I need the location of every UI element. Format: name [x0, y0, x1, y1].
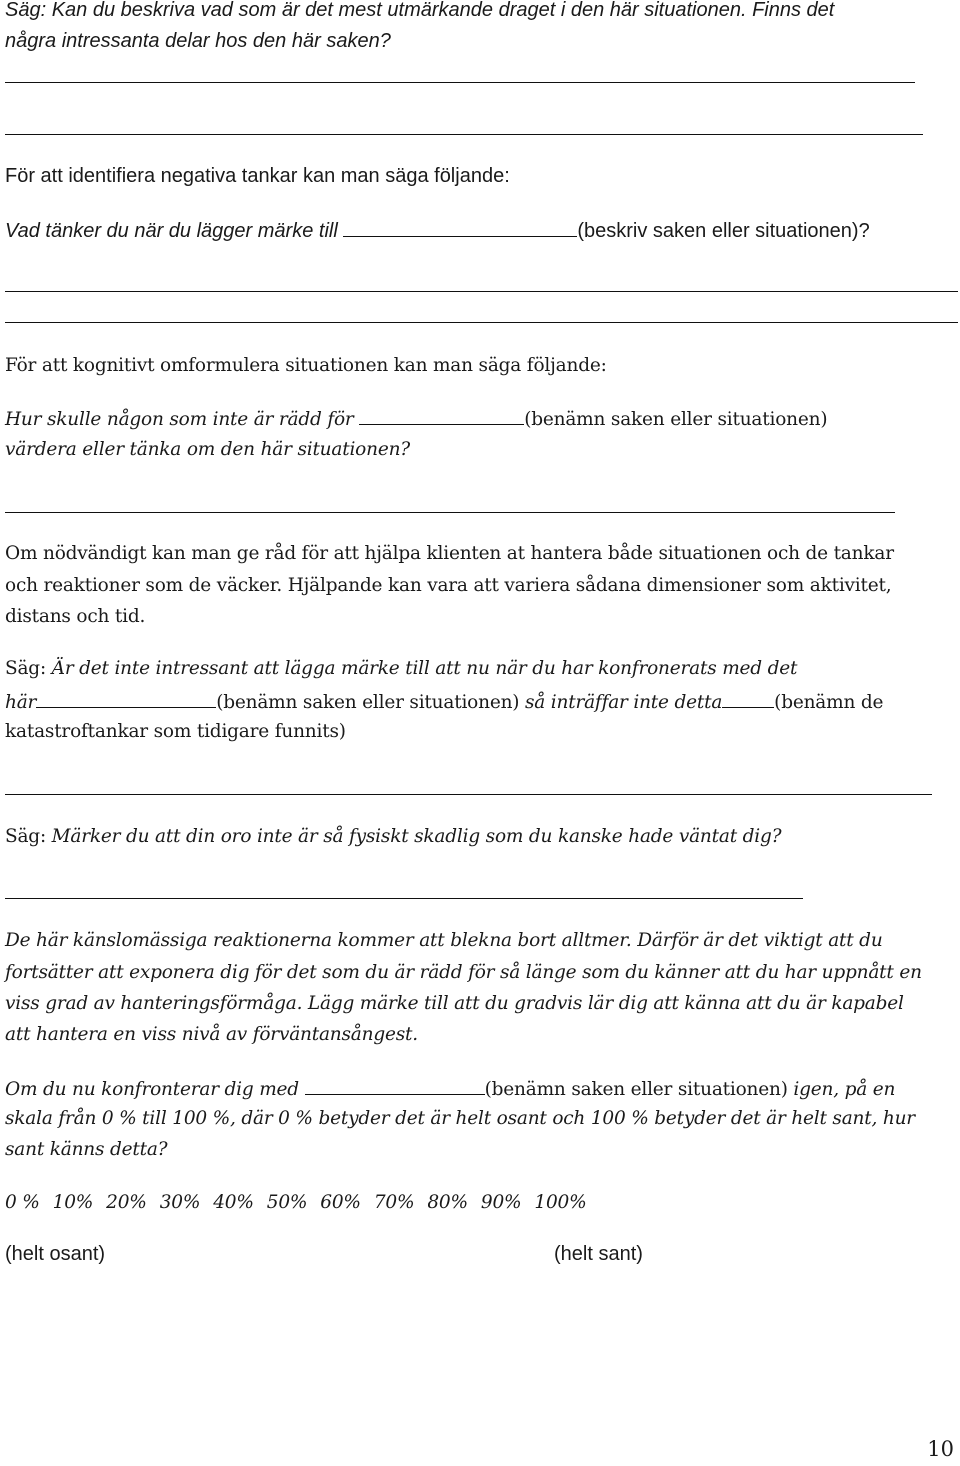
rating-question-start: Om du nu konfronterar dig med: [5, 1079, 299, 1100]
reframe-question-line-2: värdera eller tänka om den här situationen?: [5, 439, 411, 460]
scale-value[interactable]: 60%: [320, 1192, 361, 1213]
answer-line[interactable]: [5, 322, 958, 323]
answer-line[interactable]: [5, 512, 895, 513]
reframe-question-end: (benämn saken eller situationen): [524, 409, 828, 430]
advice-paragraph-line-2: och reaktioner som de väcker. Hjälpande kan vara att variera sådana dimensioner som aktivitet,: [5, 575, 892, 596]
anxiety-prompt: [5, 821, 781, 852]
say-label: Säg:: [5, 658, 52, 679]
fill-in-blank[interactable]: [359, 402, 524, 425]
cognitive-reframe-heading: För att kognitivt omformulera situationen kan man säga följande:: [5, 355, 607, 376]
scale-value[interactable]: 80%: [427, 1192, 468, 1213]
name-thing-hint: (benämn saken eller situationen): [484, 1079, 794, 1100]
rating-question-line-3: sant känns detta?: [5, 1139, 168, 1160]
scale-value[interactable]: 70%: [373, 1192, 415, 1213]
fill-in-blank[interactable]: [343, 214, 577, 237]
fill-in-blank[interactable]: [722, 685, 774, 708]
scale-right-label: (helt sant): [554, 1243, 643, 1265]
scale-value[interactable]: 50%: [266, 1192, 308, 1213]
answer-line[interactable]: [5, 794, 932, 795]
answer-line[interactable]: [5, 291, 958, 292]
interesting-prompt-line-3: katastroftankar som tidigare funnits): [5, 721, 346, 742]
say-label: Säg:: [5, 826, 52, 847]
scale-left-label: (helt osant): [5, 1243, 106, 1265]
scale-value[interactable]: 100%: [534, 1192, 587, 1213]
rating-question-line-2: skala från 0 % till 100 %, där 0 % betyder det är helt osant och 100 % betyder det är helt sant, hur: [5, 1108, 915, 1129]
identify-negative-thoughts-heading: För att identifiera negativa tankar kan man säga följande:: [5, 165, 510, 187]
page-number: 10: [927, 1437, 954, 1461]
scale-value[interactable]: 40%: [213, 1192, 254, 1213]
answer-line[interactable]: [5, 82, 915, 83]
prompt-describe-line-1: Säg: Kan du beskriva vad som är det mest utmärkande draget i den här situationen. Finns det: [5, 0, 835, 21]
interesting-prompt-line-1: [5, 653, 797, 684]
scale-value[interactable]: 30%: [159, 1192, 201, 1213]
prompt-describe-line-2: några intressanta delar hos den här saken?: [5, 30, 391, 52]
here-word: här: [5, 692, 37, 713]
emotional-reactions-line-4: att hantera en viss nivå av förväntansångest.: [5, 1024, 418, 1045]
reframe-question: [5, 402, 827, 435]
emotional-reactions-line-1: De här känslomässiga reaktionerna kommer att blekna bort alltmer. Därför är det viktigt att du: [5, 930, 883, 951]
emotional-reactions-line-2: fortsätter att exponera dig för det som du är rädd för så länge som du känner att du har uppnått en: [5, 962, 922, 983]
interesting-prompt-line-2: [5, 685, 883, 718]
name-thing-hint: (benämn saken eller situationen): [216, 692, 525, 713]
reframe-question-start: Hur skulle någon som inte är rädd för: [5, 409, 354, 430]
scale-value[interactable]: 20%: [106, 1192, 147, 1213]
fill-in-blank[interactable]: [36, 685, 216, 708]
advice-paragraph-line-3: distans och tid.: [5, 606, 146, 627]
percentage-scale: [5, 1187, 600, 1218]
rating-question-line-1: [5, 1072, 895, 1105]
answer-line[interactable]: [5, 898, 803, 899]
name-the-hint: (benämn de: [774, 692, 884, 713]
not-happening-text: så inträffar inte detta: [524, 692, 723, 713]
identify-question: [5, 214, 870, 247]
rating-question-again: igen, på en: [793, 1079, 896, 1100]
scale-value[interactable]: 10%: [52, 1192, 94, 1213]
scale-value[interactable]: 90%: [480, 1192, 522, 1213]
anxiety-prompt-text: Märker du att din oro inte är så fysiskt skadlig som du kanske hade väntat dig?: [51, 826, 782, 847]
fill-in-blank[interactable]: [305, 1072, 485, 1095]
identify-question-end: (beskriv saken eller situationen)?: [577, 220, 870, 242]
answer-line[interactable]: [5, 134, 923, 135]
identify-question-start: Vad tänker du när du lägger märke till: [5, 220, 338, 242]
interesting-prompt-text: Är det inte intressant att lägga märke till att nu när du har konfronerats med det: [51, 658, 798, 679]
scale-value[interactable]: 0 %: [5, 1192, 40, 1213]
emotional-reactions-line-3: viss grad av hanteringsförmåga. Lägg märke till att du gradvis lär dig att känna att du är kapabel: [5, 993, 904, 1014]
advice-paragraph-line-1: Om nödvändigt kan man ge råd för att hjälpa klienten at hantera både situationen och de tankar: [5, 543, 894, 564]
